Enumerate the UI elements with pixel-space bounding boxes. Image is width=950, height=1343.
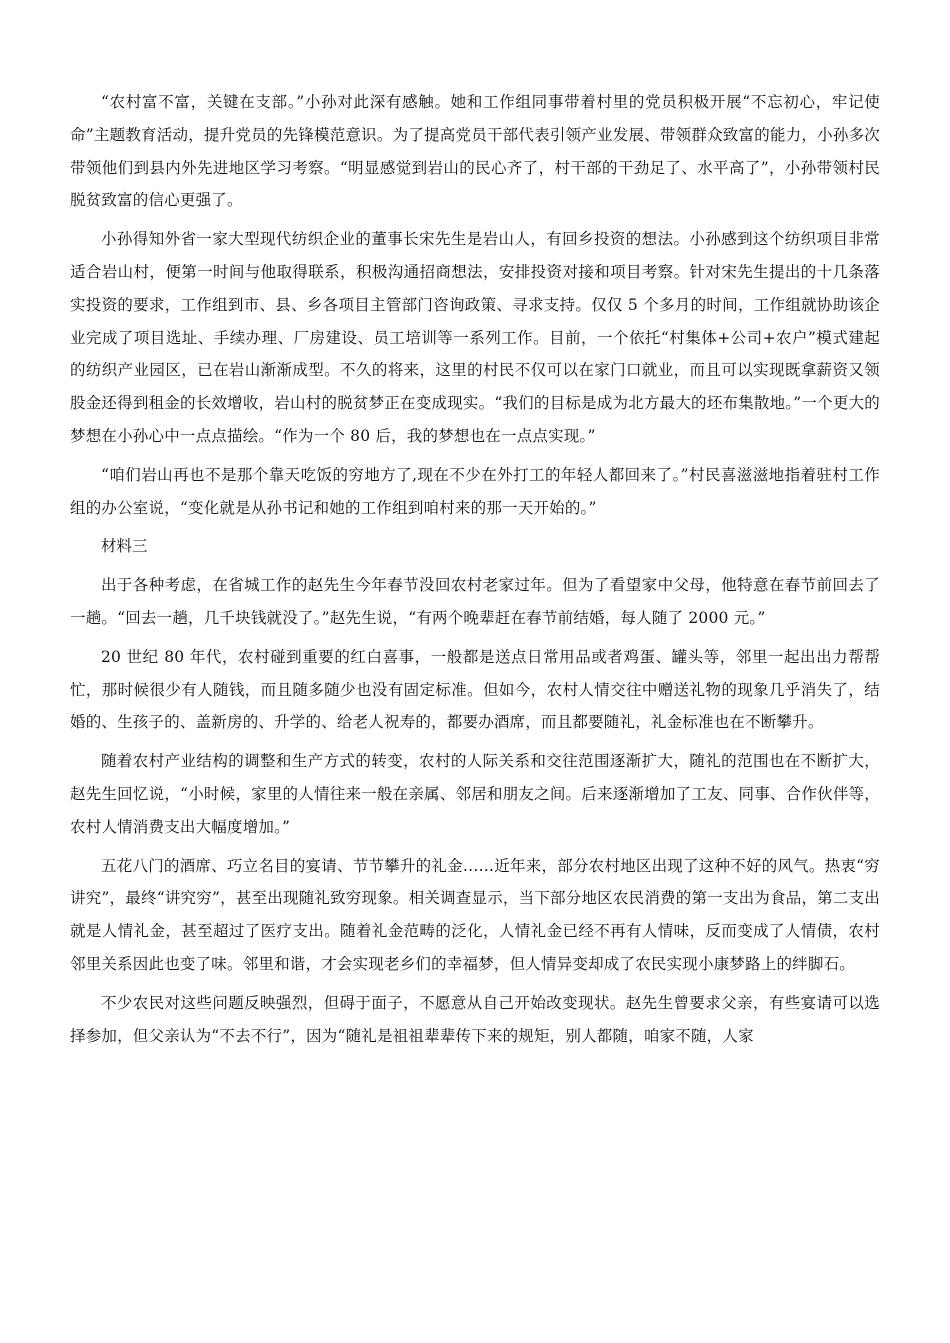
paragraph-4: 出于各种考虑，在省城工作的赵先生今年春节没回农村老家过年。但为了看望家中父母，他特意在春节前回去了一趟。“回去一趟，几千块钱就没了。”赵先生说，“有两个晚辈赶在春节前结婚，每人随了 2000 元。” (70, 576, 880, 627)
paragraph-8: 不少农民对这些问题反映强烈，但碍于面子，不愿意从自己开始改变现状。赵先生曾要求父亲，有些宴请可以选择参加，但父亲认为“不去不行”，因为“随礼是祖祖辈辈传下来的规矩，别人都随，咱家不随，人家 (70, 993, 880, 1045)
paragraph-7: 五花八门的酒席、巧立名目的宴请、节节攀升的礼金……近年来，部分农村地区出现了这种不好的风气。热衷“穷讲究”，最终“讲究穷”，甚至出现随礼致穷现象。相关调查显示，当下部分地区农民消费的第一支出为食品，第二支出就是人情礼金，甚至超过了医疗支出。随着礼金范畴的泛化，人情礼金已经不再有人情味，反而变成了人情债，农村邻里关系因此也变了味。邻里和谐，才会实现老乡们的幸福梦，但人情异变却成了农民实现小康梦路上的绊脚石。 (70, 856, 880, 973)
paragraph-3: “咱们岩山再也不是那个靠天吃饭的穷地方了,现在不少在外打工的年轻人都回来了。”村民喜滋滋地指着驻村工作组的办公室说，“变化就是从孙书记和她的工作组到咱村来的那一天开始的。” (70, 465, 880, 517)
section-heading: 材料三 (101, 537, 148, 556)
paragraph-6: 随着农村产业结构的调整和生产方式的转变，农村的人际关系和交往范围逐渐扩大，随礼的范围也在不断扩大，赵先生回忆说，“小时候，家里的人情往来一般在亲属、邻居和朋友之间。后来逐渐增加了工友、同事、合作伙伴等，农村人情消费支出大幅度增加。” (70, 752, 880, 836)
paragraph-5: 20 世纪 80 年代，农村碰到重要的红白喜事，一般都是送点日常用品或者鸡蛋、罐头等，邻里一起出出力帮帮忙，那时候很少有人随钱，而且随多随少也没有固定标准。但如今，农村人情交往中赠送礼物的现象几乎消失了，结婚的、生孩子的、盖新房的、升学的、给老人祝寿的，都要办酒席，而且都要随礼，礼金标准也在不断攀升。 (70, 647, 880, 732)
paragraph-1: “农村富不富，关键在支部。”小孙对此深有感触。她和工作组同事带着村里的党员积极开展“不忘初心，牢记使命”主题教育活动，提升党员的先锋模范意识。为了提高党员干部代表引领产业发展、带领群众致富的能力，小孙多次带领他们到县内外先进地区学习考察。“明显感觉到岩山的民心齐了，村干部的干劲足了、水平高了”，小孙带领村民脱贫致富的信心更强了。 (70, 93, 880, 210)
paragraph-2: 小孙得知外省一家大型现代纺织企业的董事长宋先生是岩山人，有回乡投资的想法。小孙感到这个纺织项目非常适合岩山村，便第一时间与他取得联系，积极沟通招商想法，安排投资对接和项目考察。针对宋先生提出的十几条落实投资的要求，工作组到市、县、乡各项目主管部门咨询政策、寻求支持。仅仅 5 个多月的时间，工作组就协助该企业完成了项目选址、手续办理、厂房建设、员工培训等一系列工作。目前，一个依托“村集体+公司+农户”模式建起的纺织产业园区，已在岩山渐渐成型。不久的将来，这里的村民不仅可以在家门口就业，而且可以实现既拿薪资又领股金还得到租金的长效增收，岩山村的脱贫梦正在变成现实。“我们的目标是成为北方最大的坯布集散地。”一个更大的梦想在小孙心中一点点描绘。“作为一个 80 后，我的梦想也在一点点实现。” (70, 230, 880, 445)
